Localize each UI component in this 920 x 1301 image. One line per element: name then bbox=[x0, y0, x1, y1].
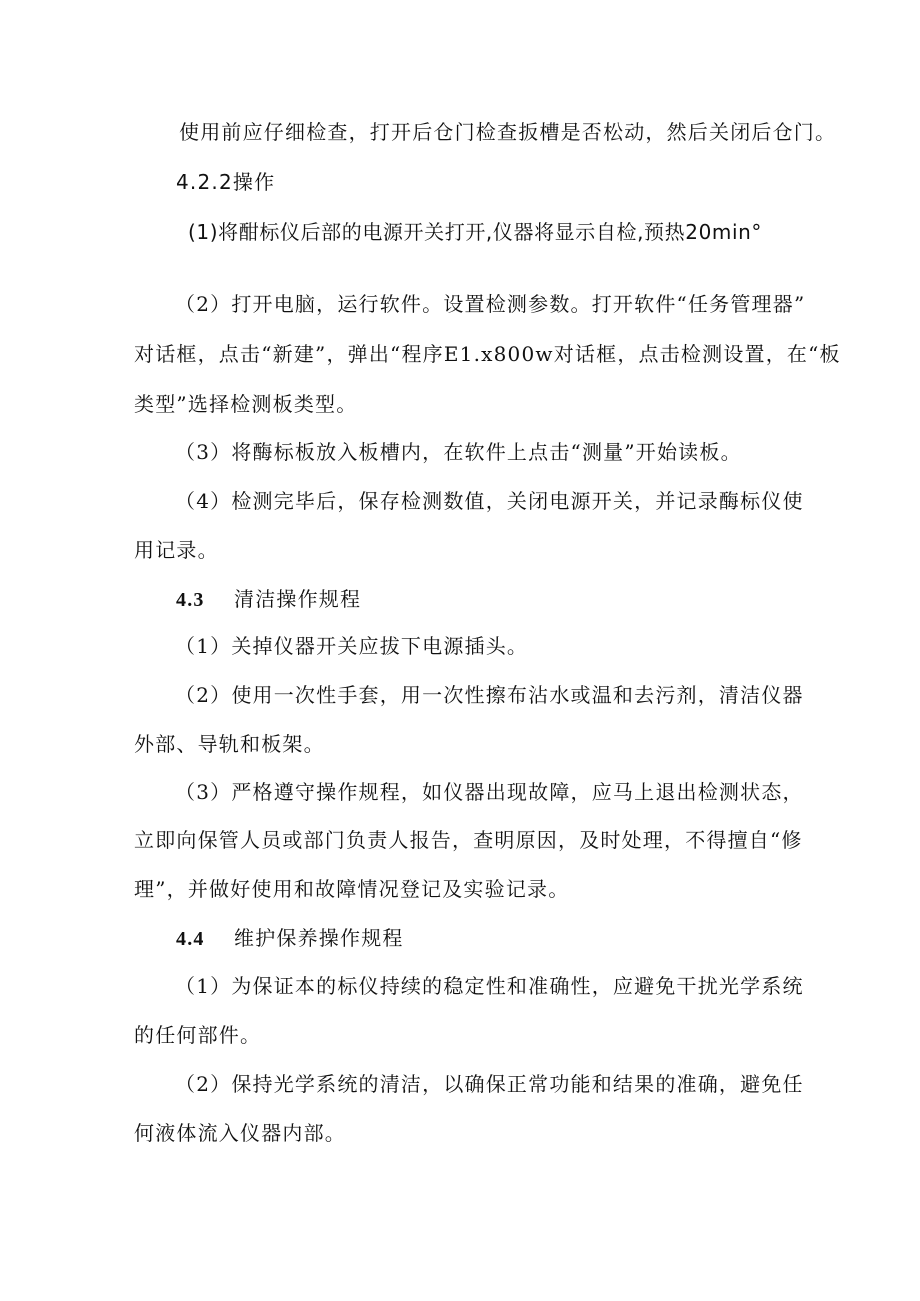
list-item-continuation: 立即向保管人员或部门负责人报告，查明原因，及时处理，不得擅自“修 bbox=[134, 828, 803, 852]
list-item-continuation: 类型”选择检测板类型。 bbox=[134, 392, 358, 416]
list-item-continuation: 外部、导轨和板架。 bbox=[134, 732, 325, 756]
section-4-4-heading bbox=[176, 924, 404, 953]
list-item: （3）将酶标板放入板槽内，在软件上点击“测量”开始读板。 bbox=[175, 440, 742, 464]
list-item-continuation: 用记录。 bbox=[134, 538, 219, 562]
list-item-continuation: 何液体流入仪器内部。 bbox=[134, 1121, 346, 1145]
section-number: 4.4 bbox=[176, 928, 205, 950]
section-title: 维护保养操作规程 bbox=[234, 926, 404, 950]
intro-paragraph: 使用前应仔细检查，打开后仓门检查扳槽是否松动，然后关闭后仓门。 bbox=[179, 120, 837, 144]
list-item: （2）保持光学系统的清洁，以确保正常功能和结果的准确，避免任 bbox=[175, 1072, 804, 1096]
list-item: (1)将酣标仪后部的电源开关打开,仪器将显示自检,预热20min° bbox=[188, 220, 763, 244]
section-4-3-heading bbox=[176, 585, 361, 614]
section-4-2-2-heading: 4.2.2操作 bbox=[176, 170, 276, 194]
list-item: （2）使用一次性手套，用一次性擦布沾水或温和去污剂，清洁仪器 bbox=[175, 683, 804, 707]
list-item-continuation: 的任何部件。 bbox=[134, 1023, 262, 1047]
list-item: （1）关掉仪器开关应拔下电源插头。 bbox=[175, 634, 529, 658]
list-item-continuation: 对话框，点击“新建”，弹出“程序E1.x800w对话框，点击检测设置，在“板 bbox=[134, 342, 841, 366]
list-item: （4）检测完毕后，保存检测数值，关闭电源开关，并记录酶标仪使 bbox=[175, 489, 804, 513]
list-item-continuation: 理”，并做好使用和故障情况登记及实验记录。 bbox=[134, 877, 570, 901]
list-item: （3）严格遵守操作规程，如仪器出现故障，应马上退出检测状态， bbox=[175, 780, 804, 804]
list-item: （1）为保证本的标仪持续的稳定性和准确性，应避免干扰光学系统 bbox=[175, 974, 804, 998]
section-title: 清洁操作规程 bbox=[234, 587, 362, 611]
section-number: 4.3 bbox=[176, 589, 205, 611]
list-item: （2）打开电脑，运行软件。设置检测参数。打开软件“任务管理器” bbox=[175, 292, 806, 316]
